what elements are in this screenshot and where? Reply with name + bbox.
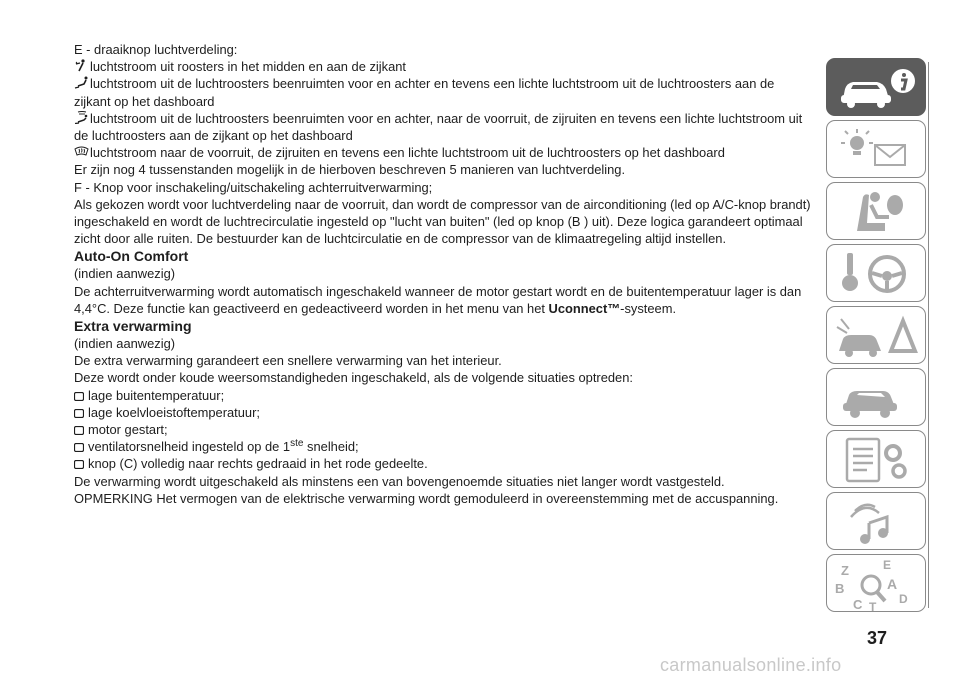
square-bullet-icon: [74, 426, 84, 435]
square-bullet-icon: [74, 392, 84, 401]
car-info-icon: [827, 59, 927, 117]
mode-feet-windshield: luchtstroom uit de luchtroosters beenruimten voor en achter, naar de voorruit, de zijruiten en tevens een lichte luchtstroom uit de luchtroosters aan de zijkant op het dashboard: [74, 110, 803, 144]
sidebar-edge-line: [928, 62, 929, 608]
mode-center-side-vents: luchtstroom uit roosters in het midden en aan de zijkant: [74, 58, 812, 75]
square-bullet-icon: [74, 460, 84, 469]
paragraph-auto-on-description: De achterruitverwarming wordt automatisch ingeschakeld wanneer de motor gestart wordt en de buitentemperatuur lager is dan 4,4°C. Deze functie kan geactiveerd en gedeactiveerd worden in het menu van het Uconnect™-systeem.: [74, 283, 802, 316]
list-item: lage koelvloeistoftemperatuur;: [74, 404, 812, 421]
index-letter: B: [835, 581, 845, 596]
mode-feet-vents: luchtstroom uit de luchtroosters beenruimten voor en achter en tevens een lichte luchtstroom uit de luchtroosters aan de zijkant op het dashboard: [74, 76, 775, 109]
paragraph-if-equipped-1: (indien aanwezig): [74, 266, 176, 282]
tab-technical-data[interactable]: [826, 430, 926, 488]
tab-starting-driving[interactable]: [826, 244, 926, 302]
tab-multimedia[interactable]: [826, 492, 926, 550]
list-item: lage buitentemperatuur;: [74, 387, 812, 404]
car-maintenance-icon: [827, 369, 927, 427]
warning-lights-message-icon: [827, 121, 927, 179]
multimedia-icon: [827, 493, 927, 551]
tab-emergency[interactable]: [826, 306, 926, 364]
windshield-defrost-icon: [74, 145, 89, 158]
alphabetical-index-icon: [827, 555, 927, 613]
page-number: 37: [866, 628, 888, 648]
index-letter: A: [887, 576, 898, 592]
list-item: motor gestart;: [74, 421, 812, 438]
technical-data-icon: [827, 431, 927, 489]
tab-car-info[interactable]: [826, 58, 926, 116]
key-steering-wheel-icon: [827, 245, 927, 303]
heading-auto-on-comfort: Auto-On Comfort: [74, 248, 189, 265]
seat-airbag-icon: [827, 183, 927, 241]
list-item: ventilatorsnelheid ingesteld op de 1ste snelheid;: [74, 438, 812, 455]
paragraph-deactivation: De verwarming wordt uitgeschakeld als minstens een van bovengenoemde situaties niet langer wordt vastgesteld.: [74, 473, 725, 489]
tab-warning-lights[interactable]: [826, 120, 926, 178]
list-item: knop (C) volledig naar rechts gedraaid in het rode gedeelte.: [74, 455, 812, 472]
index-letter: E: [883, 558, 892, 572]
index-letter: T: [869, 600, 877, 613]
square-bullet-icon: [74, 409, 84, 418]
paragraph-extra-heating-intro: De extra verwarming garandeert een snellere verwarming van het interieur.: [74, 353, 502, 369]
mode-windshield-defrost: luchtstroom naar de voorruit, de zijruiten en tevens een lichte luchtstroom uit de luchtroosters op het dashboard: [74, 144, 812, 161]
paragraph-windshield-logic: Als gekozen wordt voor luchtverdeling naar de voorruit, dan wordt de compressor van de airconditioning (led op A/C-knop brandt) ingeschakeld en wordt de luchtrecirculatie ingesteld op "lucht van buiten" (led op knop (B ) uit). Deze logica garandeert optimaal zicht door alle ruiten. De bestuurder kan de luchtcirculatie en de compressor van de klimaatregeling altijd instellen.: [74, 196, 811, 247]
emergency-triangle-icon: [827, 307, 927, 365]
paragraph-rear-defrost-button: F - Knop voor inschakeling/uitschakeling achterruitverwarming;: [74, 179, 433, 195]
tab-index[interactable]: [826, 554, 926, 612]
paragraph-activation-conditions: Deze wordt onder koude weersomstandigheden ingeschakeld, als de volgende situaties optreden:: [74, 370, 633, 386]
vents-face-icon: [74, 59, 89, 72]
paragraph-air-distribution-knob: E - draaiknop luchtverdeling:: [74, 42, 238, 57]
document-body: [74, 41, 812, 507]
heading-extra-heating: Extra verwarming: [74, 318, 192, 335]
paragraph-intermediate-positions: Er zijn nog 4 tussenstanden mogelijk in de hierboven beschreven 5 manieren van luchtverdeling.: [74, 162, 626, 178]
paragraph-note: OPMERKING Het vermogen van de elektrische verwarming wordt gemoduleerd in overeenstemming met de accuspanning.: [74, 490, 779, 506]
uconnect-brand: Uconnect™: [548, 300, 621, 316]
square-bullet-icon: [74, 443, 84, 452]
vents-feet-icon: [74, 76, 89, 89]
paragraph-if-equipped-2: (indien aanwezig): [74, 336, 176, 352]
watermark: carmanualsonline.info: [660, 655, 842, 675]
index-letter: C: [853, 597, 863, 612]
vents-feet-windshield-icon: [74, 111, 89, 124]
tab-maintenance[interactable]: [826, 368, 926, 426]
index-letter: Z: [841, 563, 849, 578]
index-letter: D: [899, 592, 908, 606]
tab-safety[interactable]: [826, 182, 926, 240]
